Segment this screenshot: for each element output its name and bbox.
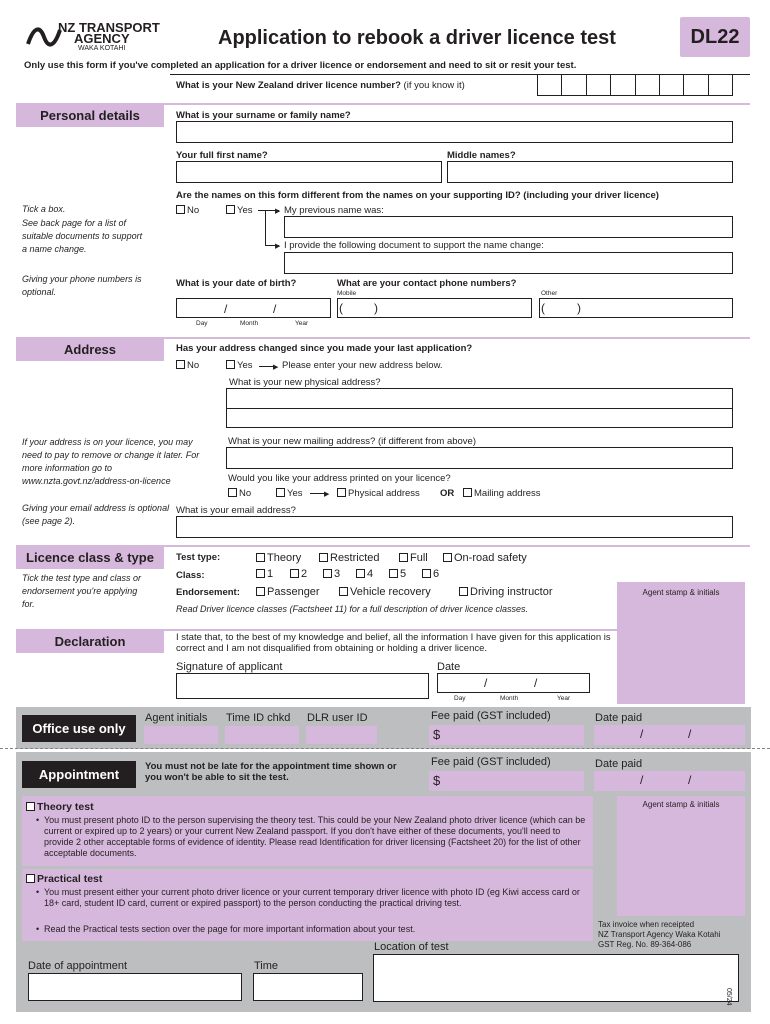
test-type-onroad[interactable]: On-road safety (443, 552, 527, 564)
appointment-time-input[interactable] (253, 973, 363, 1001)
mailing-address-input[interactable] (226, 447, 733, 469)
theory-test-title[interactable]: Theory test (26, 801, 94, 813)
class-1[interactable]: 1 (256, 568, 273, 580)
tax-invoice-text: Tax invoice when receipted NZ Transport Agency Waka Kotahi GST Reg. No. 89-364-086 (598, 920, 721, 949)
office-date-paid-label: Date paid (595, 712, 643, 724)
address-no-option[interactable]: No (176, 360, 199, 371)
checkbox[interactable] (389, 569, 398, 578)
address-changed-label: Has your address changed since you made your last application? (176, 343, 473, 354)
arrow-right-icon (275, 205, 280, 216)
day-label: Day (196, 320, 208, 327)
checkbox[interactable] (319, 553, 328, 562)
names-yes-option[interactable]: Yes (226, 205, 253, 216)
phone-label: What are your contact phone numbers? (337, 278, 517, 289)
document-input[interactable] (284, 252, 733, 274)
checkbox[interactable] (323, 569, 332, 578)
licence-tick-note: Tick the test type and class or endorsement you're applying for. (22, 573, 141, 609)
first-name-label: Your full first name? (176, 150, 268, 161)
names-no-option[interactable]: No (176, 205, 199, 216)
test-type-theory[interactable]: Theory (256, 552, 301, 564)
appointment-fee-label: Fee paid (GST included) (431, 756, 551, 768)
dob-slash: / (273, 302, 277, 316)
enter-below-label: Please enter your new address below. (282, 360, 443, 371)
phone-optional-note: Giving your phone numbers is optional. (22, 274, 142, 297)
class-6[interactable]: 6 (422, 568, 439, 580)
checkbox[interactable] (226, 205, 235, 214)
declaration-date-input[interactable] (437, 673, 590, 693)
tick-box-note: Tick a box. (22, 204, 66, 214)
office-fee-input[interactable] (429, 725, 584, 745)
checkbox[interactable] (26, 874, 35, 883)
signature-input[interactable] (176, 673, 429, 699)
mobile-paren-open: ( (339, 301, 343, 315)
nzta-logo-icon (26, 24, 62, 50)
form-title: Application to rebook a driver licence test (218, 27, 616, 49)
names-different-label: Are the names on this form different from the names on your supporting ID? (including your driver licence) (176, 190, 659, 201)
date-slash: / (688, 727, 692, 741)
year-label: Year (557, 695, 571, 702)
checkbox[interactable] (226, 360, 235, 369)
location-input[interactable] (373, 954, 739, 1002)
middle-name-input[interactable] (447, 161, 733, 183)
appointment-date-input[interactable] (28, 973, 242, 1001)
printed-address-label: Would you like your address printed on your licence? (228, 473, 451, 484)
logo-line2: AGENCY (74, 31, 130, 46)
appointment-fee-input[interactable] (429, 771, 584, 791)
checkbox[interactable] (176, 205, 185, 214)
test-type-full[interactable]: Full (399, 552, 428, 564)
logo-line3: WAKA KOTAHI (78, 45, 126, 52)
practical-test-text2: • Read the Practical tests section over the page for more important information about your test. (36, 924, 416, 934)
appointment-warning: You must not be late for the appointment time shown or you won't be able to sit the test. (145, 761, 397, 783)
checkbox[interactable] (256, 569, 265, 578)
checkbox[interactable] (256, 587, 265, 596)
other-phone-label: Other (541, 290, 558, 297)
mobile-paren-close: ) (374, 301, 378, 315)
endorsement-label: Endorsement: (176, 587, 240, 598)
address-yes-option[interactable]: Yes (226, 360, 253, 371)
back-page-note: See back page for a list of suitable documents to support a name change. (22, 218, 143, 254)
appointment-date-paid-label: Date paid (595, 758, 643, 770)
dob-input[interactable] (176, 298, 331, 318)
agent-stamp-area (617, 582, 745, 704)
checkbox[interactable] (228, 488, 237, 497)
office-date-paid-input[interactable] (594, 725, 745, 745)
office-use-heading: Office use only (22, 715, 136, 742)
test-type-label: Test type: (176, 552, 221, 563)
dlr-user-input[interactable] (306, 726, 377, 744)
test-type-restricted[interactable]: Restricted (319, 552, 380, 564)
licence-classes-reference: Read Driver licence classes (Factsheet 11) for a full description of driver licence classes. (176, 604, 528, 614)
agent-initials-label: Agent initials (145, 712, 208, 724)
mailing-option[interactable]: Mailing address (463, 488, 541, 499)
physical-option[interactable]: Physical address (337, 488, 420, 499)
date-slash: / (484, 676, 488, 690)
printed-no-option[interactable]: No (228, 488, 251, 499)
surname-label: What is your surname or family name? (176, 110, 351, 121)
month-label: Month (500, 695, 519, 702)
appointment-date-label: Date of appointment (28, 960, 128, 972)
class-4[interactable]: 4 (356, 568, 373, 580)
declaration-text: I state that, to the best of my knowledge and belief, all the information I have given for this application is correct and I am not disqualified from obtaining or holding a driver licence. (176, 632, 611, 654)
checkbox[interactable] (26, 802, 35, 811)
email-input[interactable] (176, 516, 733, 538)
agent-stamp-label: Agent stamp & initials (642, 588, 720, 597)
previous-name-input[interactable] (284, 216, 733, 238)
agent-initials-input[interactable] (144, 726, 218, 744)
form-code: DL22 (680, 17, 750, 57)
class-label: Class: (176, 570, 205, 581)
checkbox[interactable] (276, 488, 285, 497)
date-slash: / (640, 727, 644, 741)
dollar-sign: $ (433, 773, 441, 788)
month-label: Month (240, 320, 259, 327)
physical-address-input[interactable] (226, 388, 733, 428)
location-label: Location of test (374, 941, 449, 953)
mailing-address-label: What is your new mailing address? (if different from above) (228, 436, 476, 447)
checkbox[interactable] (337, 488, 346, 497)
appointment-heading: Appointment (22, 761, 136, 788)
checkbox[interactable] (290, 569, 299, 578)
time-id-input[interactable] (225, 726, 299, 744)
appointment-date-paid-input[interactable] (594, 771, 745, 791)
nzta-logo (26, 22, 176, 56)
date-slash: / (534, 676, 538, 690)
class-3[interactable]: 3 (323, 568, 340, 580)
day-label: Day (454, 695, 466, 702)
checkbox[interactable] (459, 587, 468, 596)
personal-details-heading: Personal details (16, 103, 164, 127)
date-slash: / (688, 773, 692, 787)
dollar-sign: $ (433, 727, 441, 742)
intro-text: Only use this form if you've completed an application for a driver licence or endorsement and need to sit or resit your test. (24, 60, 577, 71)
address-licence-note: If your address is on your licence, you may need to pay to remove or change it later. For more information go to www.nzta.govt.nz/address-on-licence (22, 437, 200, 486)
middle-name-label: Middle names? (447, 150, 516, 161)
mobile-label: Mobile (337, 290, 357, 297)
theory-test-text: • You must present photo ID to the person supervising the theory test. This could be your New Zealand photo driver licence (which can be current or expired up to 2 years) or your current New Zealand passport. If you don't have either of these documents, you'll need to provide 2 other acceptable forms of evidence of identity. Please read Identification for driver licensing (Factsheet 20) for the list of other acceptable documents. (36, 815, 586, 858)
declaration-heading: Declaration (16, 629, 164, 653)
dob-label: What is your date of birth? (176, 278, 297, 289)
checkbox[interactable] (463, 488, 472, 497)
mobile-input[interactable] (337, 298, 532, 318)
version-code: 05/24 (725, 988, 732, 1006)
checkbox[interactable] (176, 360, 185, 369)
appointment-time-label: Time (254, 960, 279, 972)
licence-number-boxes[interactable] (537, 74, 733, 96)
endorsement-passenger[interactable]: Passenger (256, 586, 320, 598)
endorsement-driving-instructor[interactable]: Driving instructor (459, 586, 553, 598)
previous-name-label: My previous name was: (284, 205, 384, 216)
checkbox[interactable] (256, 553, 265, 562)
cut-line (0, 748, 770, 749)
arrow-right-icon (324, 488, 329, 499)
office-fee-label: Fee paid (GST included) (431, 710, 551, 722)
class-5[interactable]: 5 (389, 568, 406, 580)
printed-yes-option[interactable]: Yes (276, 488, 303, 499)
first-name-input[interactable] (176, 161, 442, 183)
arrow-right-icon (275, 240, 280, 251)
or-label: OR (440, 488, 455, 499)
appointment-agent-stamp-label: Agent stamp & initials (642, 800, 720, 809)
declaration-date-label: Date (437, 661, 461, 673)
physical-address-label: What is your new physical address? (229, 377, 381, 388)
practical-test-text1: • You must present either your current photo driver licence or your current temporary driver licence with photo ID (eg Kiwi access card or 18+ card, student ID card, current or expired passport) to the person conducting the practical driving test. (36, 887, 580, 908)
dob-slash: / (224, 302, 228, 316)
other-paren-open: ( (541, 301, 545, 315)
arrow-right-icon (273, 361, 278, 372)
licence-number-question: What is your New Zealand driver licence number? (if you know it) (176, 80, 465, 91)
email-label: What is your email address? (176, 505, 296, 516)
checkbox[interactable] (422, 569, 431, 578)
endorsement-vehicle-recovery[interactable]: Vehicle recovery (339, 586, 431, 598)
signature-label: Signature of applicant (176, 661, 283, 673)
checkbox[interactable] (356, 569, 365, 578)
date-slash: / (640, 773, 644, 787)
licence-class-heading: Licence class & type (16, 545, 164, 569)
other-paren-close: ) (577, 301, 581, 315)
address-heading: Address (16, 337, 164, 361)
other-phone-input[interactable] (539, 298, 733, 318)
dlr-user-label: DLR user ID (307, 712, 368, 724)
surname-input[interactable] (176, 121, 733, 143)
provide-document-label: I provide the following document to support the name change: (284, 240, 544, 251)
appointment-agent-stamp-area (617, 796, 745, 916)
checkbox[interactable] (339, 587, 348, 596)
email-optional-note: Giving your email address is optional (see page 2). (22, 503, 170, 526)
checkbox[interactable] (399, 553, 408, 562)
practical-test-title[interactable]: Practical test (26, 873, 102, 885)
time-id-label: Time ID chkd (226, 712, 291, 724)
checkbox[interactable] (443, 553, 452, 562)
logo-line1: NZ TRANSPORT (58, 20, 160, 35)
year-label: Year (295, 320, 309, 327)
class-2[interactable]: 2 (290, 568, 307, 580)
